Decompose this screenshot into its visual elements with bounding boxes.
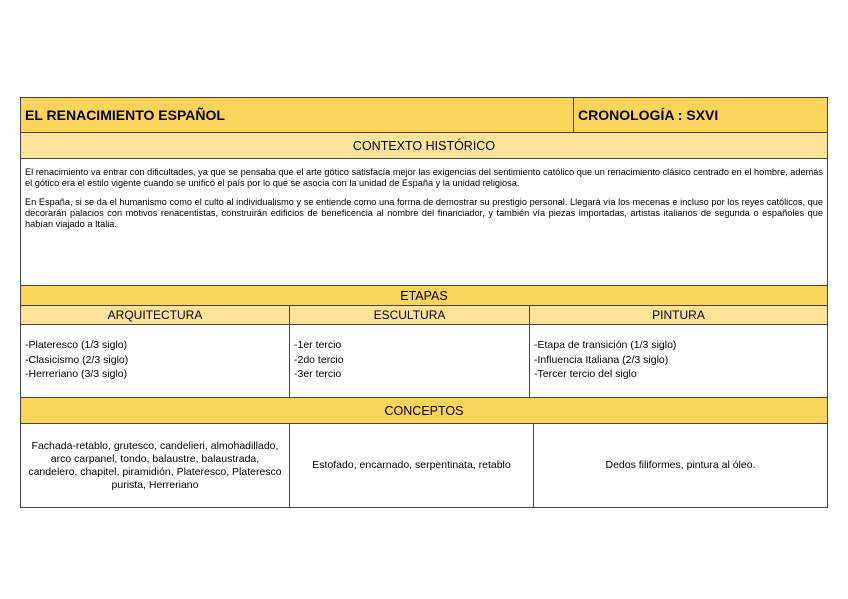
context-paragraph-1: El renacimiento va entrar con dificultades, ya que se pensaba que el arte gótico satisfacía mejor las exigencias del sentimiento católico que un renacimiento clásico centrado en el hombre, además el gótico era el estilo vigente cuando se unificó el país por lo que se asocia con la unidad de España y la unidad religiosa. (25, 167, 823, 188)
stages-subheader-row (21, 306, 827, 325)
context-body (21, 159, 827, 286)
stage-list-pintura (529, 325, 827, 397)
stage-list-escultura (289, 325, 529, 397)
context-heading: CONTEXTO HISTÓRICO (21, 133, 827, 159)
concepts-heading: CONCEPTOS (21, 398, 827, 424)
list-item: -Influencia Italiana (2/3 siglo) (534, 353, 669, 366)
chronology-label: CRONOLOGÍA : SXVI (573, 98, 827, 132)
list-item: -Plateresco (1/3 siglo) (25, 339, 128, 351)
stage-list-arquitectura (21, 325, 289, 397)
stage-col-escultura: ESCULTURA (289, 306, 529, 324)
list-item: -3er tercio (294, 368, 342, 380)
context-paragraph-2: En España, si se da el humanismo como el culto al individualismo y se entiende como una forma de demostrar su prestigio personal. Llegará vía los mecenas e incluso por los reyes católicos, que decorarán palacios con motivos renacentistas, construirán edificios de beneficencia al nombre del financiador, y también vía piezas importadas, artistas italianos de segunda o españoles que habían viajado a Italia. (25, 197, 823, 229)
concepts-row (21, 424, 827, 507)
stages-list-row (21, 325, 827, 398)
list-item: -Tercer tercio del siglo (534, 368, 637, 380)
concepts-escultura: Estofado, encarnado, serpentinata, retablo (289, 424, 533, 507)
summary-table (20, 97, 828, 508)
stage-col-arquitectura: ARQUITECTURA (107, 308, 203, 322)
context-text (21, 159, 827, 285)
list-item: -1er tercio (294, 339, 342, 351)
list-item: -Clasicismo (2/3 siglo) (25, 353, 129, 366)
stages-heading: ETAPAS (21, 286, 827, 306)
concepts-arquitectura: Fachada-retablo, grutesco, candelieri, almohadillado, arco carpanel, tondo, balaustre, balaustrada, candelero, chapitel, piramidión, Plateresco, Plateresco purista, Herreriano (28, 439, 282, 491)
stage-col-pintura: PINTURA (529, 306, 827, 324)
list-item: -Herreriano (3/3 siglo) (25, 368, 128, 380)
list-item: -Etapa de transición (1/3 siglo) (534, 339, 677, 351)
title-row (21, 98, 827, 133)
list-item: -2do tercio (294, 353, 344, 366)
concepts-pintura: Dedos filiformes, pintura al óleo. (533, 424, 827, 507)
page-title: EL RENACIMIENTO ESPAÑOL (21, 98, 573, 132)
